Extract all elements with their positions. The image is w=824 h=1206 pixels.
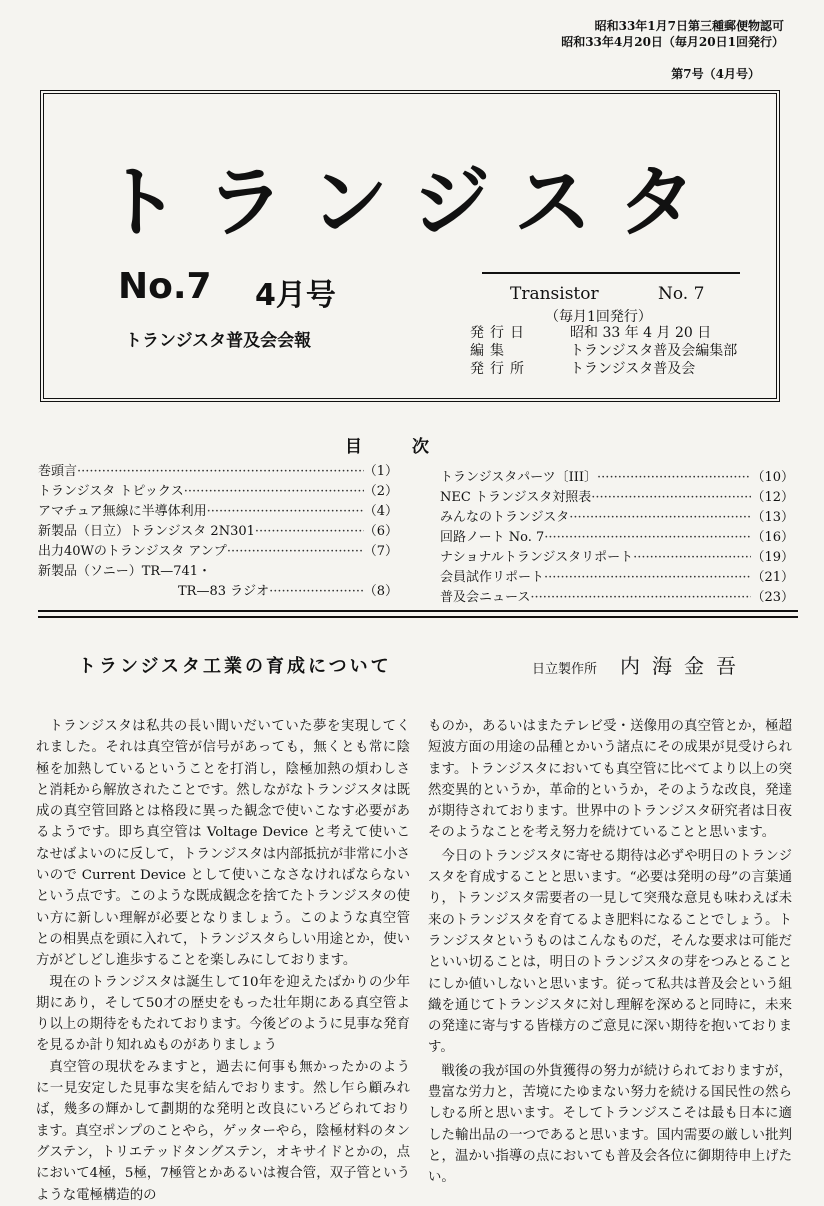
- frequency-note: （毎月1回発行）: [545, 309, 652, 325]
- toc-entry-title: 新製品（ソニー）TR—741・: [38, 564, 212, 579]
- author-name: 内海金吾: [620, 654, 748, 678]
- toc-entry-page: （6）: [363, 524, 398, 539]
- toc-entry[interactable]: [440, 588, 794, 608]
- paragraph: 真空管の現状をみますと，過去に何事も無かったかのように一見安定した見事な実を結んでおります。然し乍ら顧みれば，幾多の輝かして劃期的な発明と改良にいろどられております。真空ポンプのことやら，ゲッターやら，陰極材料のタングステン，トリエテッドタングステン，オキサイドとかの，点において4極，5極，7極管とかあるいは複合管，双子管というような電極構造的の: [36, 1059, 410, 1203]
- paragraph: 現在のトランジスタは誕生して10年を迎えたばかりの少年期にあり，そして50才の歴史をもった壮年期にある真空管より以上の期待をもたれております。今後どのように見事な発育を見るか計り知れぬものがありましょう: [36, 974, 410, 1054]
- toc-entry[interactable]: [38, 462, 398, 482]
- colophon-value: トランジスタ普及会編集部: [570, 343, 738, 359]
- toc-entry-page: （16）: [751, 530, 794, 545]
- toc-heading: 目次: [345, 437, 479, 457]
- toc-entry[interactable]: [440, 548, 794, 568]
- colophon-row: [470, 360, 737, 378]
- toc-entry-page: （4）: [363, 504, 398, 519]
- colophon-row: [470, 324, 737, 342]
- toc-left-column: [38, 462, 398, 602]
- society-name: トランジスタ普及会会報: [125, 331, 312, 351]
- toc-entry-page: （10）: [751, 470, 794, 485]
- toc-entry-title: 回路ノート No. 7: [440, 530, 545, 545]
- toc-entry[interactable]: [440, 508, 794, 528]
- postal-line-1: 昭和33年1月7日第三種郵便物認可: [594, 19, 784, 33]
- colophon-key: 発行日: [470, 325, 530, 341]
- section-divider: [38, 610, 798, 618]
- toc-entry-title: 巻頭言: [38, 464, 78, 479]
- toc-entry-page: （2）: [363, 484, 398, 499]
- toc-entry-page: （1）: [363, 464, 398, 479]
- masthead-rule: [482, 272, 740, 274]
- postal-info: [561, 18, 784, 50]
- toc-entry[interactable]: [38, 522, 398, 542]
- colophon-row: [470, 342, 737, 360]
- english-title: Transistor: [510, 284, 599, 304]
- toc-entry-page: （8）: [363, 584, 398, 599]
- toc-entry-page: （13）: [751, 510, 794, 525]
- toc-entry-page: （23）: [751, 590, 794, 605]
- toc-entry-title: 出力40Wのトランジスタ アンプ: [38, 544, 227, 559]
- toc-entry[interactable]: [440, 488, 794, 508]
- issue-month: 4月号: [255, 278, 336, 313]
- issue-number: No.7: [118, 266, 212, 307]
- english-issue-number: No. 7: [658, 284, 705, 304]
- toc-entry-title: NEC トランジスタ対照表: [440, 490, 592, 505]
- author-affiliation: 日立製作所: [532, 662, 598, 677]
- toc-entry-title: 普及会ニュース: [440, 590, 531, 605]
- toc-entry[interactable]: [440, 528, 794, 548]
- paragraph: 今日のトランジスタに寄せる期待は必ずや明日のトランジスタを育成することと思います。“必要は発明の母”の言葉通り，トランジスタ需要者の一見して突飛な意見も味わえば未来のトランジスタを育てるよき肥料になることでしょう。トランジスタというものはこんなものだ，そんな要求は可能だといい切ることは，明日のトランジスタの芽をつみとることにしか値いしないと思います。従って私共は普及会という組織を通じてトランジスタに対し理解を深めると同時に，未来の発達に寄与する皆様方のご意見に深い期待を抱いております。: [428, 848, 792, 1056]
- colophon-value: 昭和 33 年 4 月 20 日: [570, 325, 712, 341]
- toc-entry-title: アマチュア無線に半導体利用: [38, 504, 207, 519]
- paragraph: 戦後の我が国の外貨獲得の努力が続けられておりますが，豊富な労力と，苦境にたゆまない努力を続ける国民性の然らしむる所と思います。そしてトランジスこそは最も日本に適した輸出品の一つであると思います。国内需要の厳しい批判と，温かい指導の点においても普及会各位に御期待申上げたい。: [428, 1063, 792, 1186]
- issue-label: 第7号（4月号）: [671, 67, 760, 81]
- toc-entry-page: （7）: [363, 544, 398, 559]
- toc-entry-page: （12）: [751, 490, 794, 505]
- article-column-1: [36, 716, 410, 1206]
- toc-entry[interactable]: [38, 562, 398, 582]
- toc-entry-title: 会員試作リポート: [440, 570, 545, 585]
- toc-entry-title: TR—83 ラジオ: [178, 584, 270, 599]
- colophon-value: トランジスタ普及会: [570, 361, 696, 377]
- article-column-2: [428, 716, 792, 1189]
- article-title: トランジスタ工業の育成について: [78, 656, 392, 677]
- colophon-key: 編集: [470, 343, 510, 359]
- toc-entry-title: 新製品（日立）トランジスタ 2N301: [38, 524, 255, 539]
- toc-entry[interactable]: [440, 468, 794, 488]
- toc-entry-page: （19）: [751, 550, 794, 565]
- paragraph: トランジスタは私共の長い間いだいていた夢を実現してくれました。それは真空管が信号があっても，無くとも常に陰極を加熱しているということを打消し，陰極加熱の煩わしさと消耗から解放されたことです。然しながなトランジスタは既成の真空管回路とは格段に異った観念で使いこなす必要があるようです。即ち真空管は Voltage Device と考えて使いこなせばよいのに反して，トランジスタは内部抵抗が非常に小さいので Current Device として使いこなさなければならないという点です。このような既成観念を捨てたトランジスタの使い方に新しい理解が必要となりましょう。このような真空管との相異点を頭に入れて，トランジスタらしい用途とか，使い方がどしどし進歩することを楽しみにしております。: [36, 719, 410, 969]
- toc-entry-title: トランジスタパーツ〔III〕: [440, 470, 598, 485]
- toc-entry[interactable]: [440, 568, 794, 588]
- colophon-key: 発行所: [470, 361, 530, 377]
- toc-entry-title: ナショナルトランジスタリポート: [440, 550, 634, 565]
- postal-line-2: 昭和33年4月20日（毎月20日1回発行）: [561, 35, 784, 49]
- paragraph: ものか，あるいはまたテレビ受・送像用の真空管とか，極超短波方面の用途の品種とかいう諸点にその成果が見受けられます。トランジスタにおいても真空管に比べてより以上の突然変異的というか，革命的というか，そのような改良，発達が期待されております。世界中のトランジスタ研究者は日夜そのようなことを考え努力を続けていることと思います。: [428, 719, 792, 841]
- toc-right-column: [440, 468, 794, 608]
- toc-entry[interactable]: [38, 542, 398, 562]
- toc-entry-title: みんなのトランジスタ: [440, 510, 570, 525]
- toc-entry[interactable]: [38, 482, 398, 502]
- toc-entry-page: （21）: [751, 570, 794, 585]
- masthead-title: トランジスタ: [102, 158, 722, 248]
- toc-entry-title: トランジスタ トピックス: [38, 484, 184, 499]
- colophon: [470, 324, 737, 378]
- toc-entry[interactable]: [38, 502, 398, 522]
- toc-entry[interactable]: [38, 582, 398, 602]
